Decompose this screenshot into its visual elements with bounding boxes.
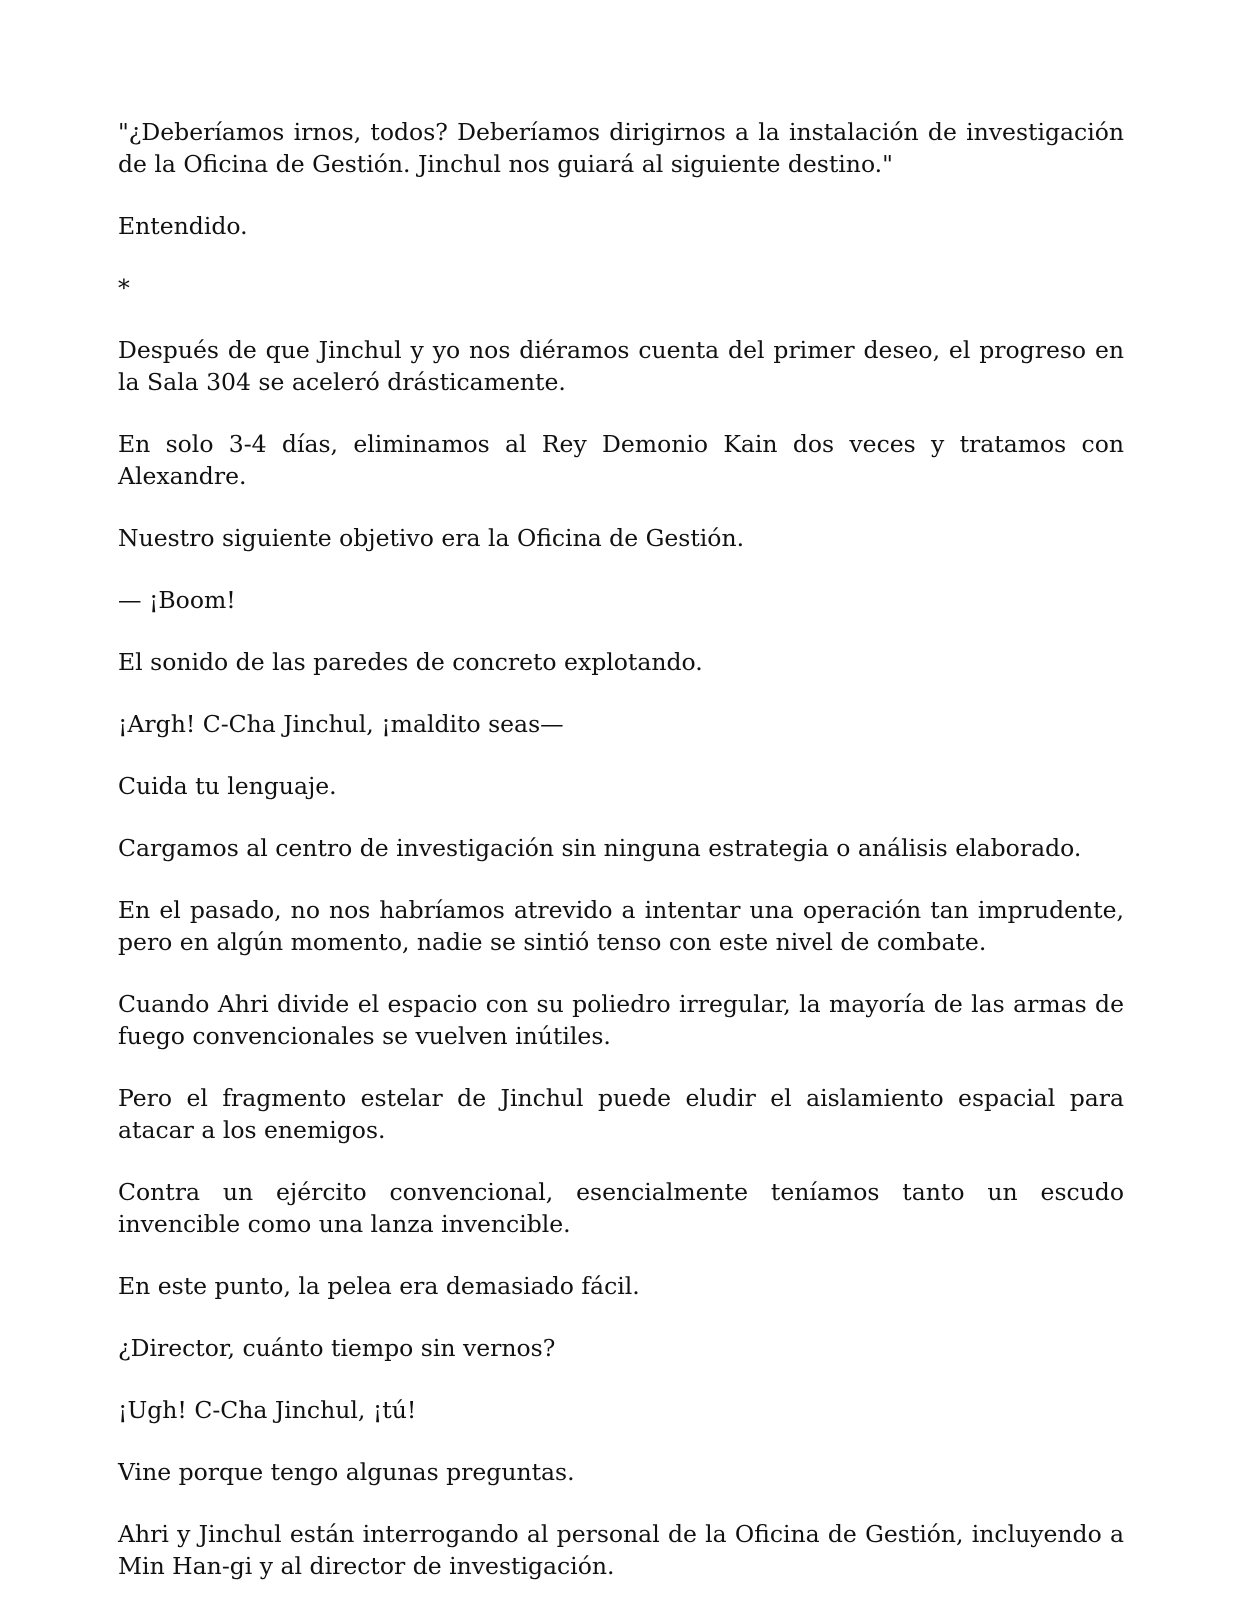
paragraph-12: Cuando Ahri divide el espacio con su poliedro irregular, la mayoría de las armas de fuego convencionales se vuelven inútiles. xyxy=(118,990,1124,1050)
scene-break: * xyxy=(118,274,130,302)
paragraph-2: Entendido. xyxy=(118,212,248,240)
paragraph-16: ¿Director, cuánto tiempo sin vernos? xyxy=(118,1334,556,1362)
paragraph-11: En el pasado, no nos habríamos atrevido a intentar una operación tan imprudente, pero en algún momento, nadie se sintió tenso con este nivel de combate. xyxy=(118,896,1124,956)
paragraph-4: En solo 3-4 días, eliminamos al Rey Demonio Kain dos veces y tratamos con Alexandre. xyxy=(118,430,1124,490)
paragraph-6: — ¡Boom! xyxy=(118,586,236,614)
paragraph-8: ¡Argh! C-Cha Jinchul, ¡maldito seas— xyxy=(118,710,564,738)
paragraph-18: Vine porque tengo algunas preguntas. xyxy=(118,1458,575,1486)
paragraph-15: En este punto, la pelea era demasiado fácil. xyxy=(118,1272,640,1300)
paragraph-9: Cuida tu lenguaje. xyxy=(118,772,337,800)
paragraph-13: Pero el fragmento estelar de Jinchul puede eludir el aislamiento espacial para atacar a los enemigos. xyxy=(118,1084,1124,1144)
paragraph-17: ¡Ugh! C-Cha Jinchul, ¡tú! xyxy=(118,1396,417,1424)
paragraph-10: Cargamos al centro de investigación sin ninguna estrategia o análisis elaborado. xyxy=(118,834,1082,862)
paragraph-14: Contra un ejército convencional, esencialmente teníamos tanto un escudo invencible como una lanza invencible. xyxy=(118,1178,1124,1238)
paragraph-7: El sonido de las paredes de concreto explotando. xyxy=(118,648,703,676)
body-text xyxy=(118,116,1124,1612)
paragraph-1: "¿Deberíamos irnos, todos? Deberíamos dirigirnos a la instalación de investigación de la Oficina de Gestión. Jinchul nos guiará al siguiente destino." xyxy=(118,118,1124,178)
paragraph-5: Nuestro siguiente objetivo era la Oficina de Gestión. xyxy=(118,524,745,552)
paragraph-19: Ahri y Jinchul están interrogando al personal de la Oficina de Gestión, incluyendo a Min Han-gi y al director de investigación. xyxy=(118,1520,1124,1580)
paragraph-3: Después de que Jinchul y yo nos diéramos cuenta del primer deseo, el progreso en la Sala 304 se aceleró drásticamente. xyxy=(118,336,1124,396)
